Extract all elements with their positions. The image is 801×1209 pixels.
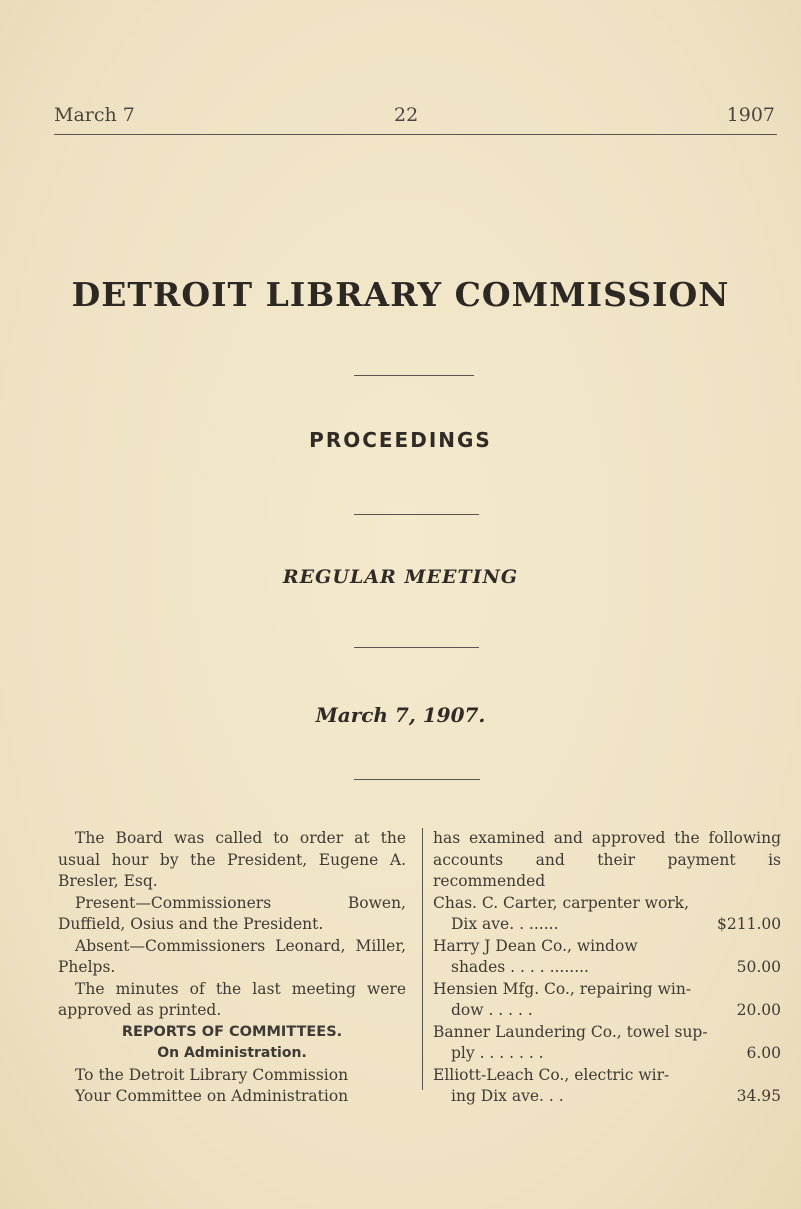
account-description: Harry J Dean Co., window (433, 936, 638, 955)
account-entry (433, 1022, 781, 1065)
account-entry (433, 1065, 781, 1108)
account-description-cont: Dix ave. . ...... (451, 915, 559, 933)
paragraph-present: Present—Commissioners Bowen, Duffield, Osius and the President. (58, 893, 406, 933)
reports-heading: REPORTS OF COMMITTEES. (121, 1023, 343, 1040)
running-head-year: 1907 (726, 104, 775, 126)
meeting-heading: REGULAR MEETING (282, 566, 519, 588)
account-entry (433, 893, 781, 936)
account-entry (433, 936, 781, 979)
paragraph-call-to-order: The Board was called to order at the usual hour by the President, Eugene A. Bresler, Esq. (58, 829, 406, 890)
meeting-date: March 7, 1907. (315, 703, 486, 727)
account-description: Banner Laundering Co., towel sup- (433, 1022, 708, 1041)
page-number: 22 (394, 104, 419, 126)
account-description-cont: ing Dix ave. . . (451, 1087, 564, 1105)
account-amount: 34.95 (736, 1087, 781, 1105)
running-head-date: March 7 (54, 104, 135, 126)
column-divider (422, 828, 423, 1090)
account-description-cont: ply . . . . . . . (451, 1044, 544, 1062)
divider-rule (354, 647, 479, 648)
divider-rule (354, 375, 474, 376)
running-head (54, 104, 775, 130)
paragraph-absent: Absent—Commissioners Leonard, Miller, Phelps. (58, 936, 406, 976)
header-rule (54, 134, 777, 135)
paragraph-minutes: The minutes of the last meeting were approved as printed. (58, 979, 406, 1019)
account-description: Chas. C. Carter, carpenter work, (433, 893, 689, 912)
paragraph-addressee: To the Detroit Library Commission (75, 1065, 349, 1084)
account-amount: $211.00 (717, 915, 782, 933)
paragraph-committee: Your Committee on Administration (75, 1087, 349, 1105)
page-title: DETROIT LIBRARY COMMISSION (71, 275, 730, 314)
account-description: Elliott-Leach Co., electric wir- (433, 1065, 670, 1084)
paragraph-accounts-intro: has examined and approved the following accounts and their payment is recommended (433, 829, 781, 890)
account-description-cont: dow . . . . . (451, 1001, 533, 1019)
account-entry (433, 979, 781, 1022)
account-amount: 20.00 (736, 1001, 781, 1019)
account-description: Hensien Mfg. Co., repairing win- (433, 979, 692, 998)
divider-rule (354, 514, 479, 515)
account-description-cont: shades . . . . ........ (451, 958, 589, 976)
right-column (433, 828, 781, 1108)
account-amount: 50.00 (736, 958, 781, 976)
administration-subheading: On Administration. (157, 1045, 307, 1061)
section-heading: PROCEEDINGS (309, 428, 492, 452)
account-amount: 6.00 (746, 1044, 781, 1062)
divider-rule (354, 779, 480, 780)
left-column (58, 828, 406, 1108)
